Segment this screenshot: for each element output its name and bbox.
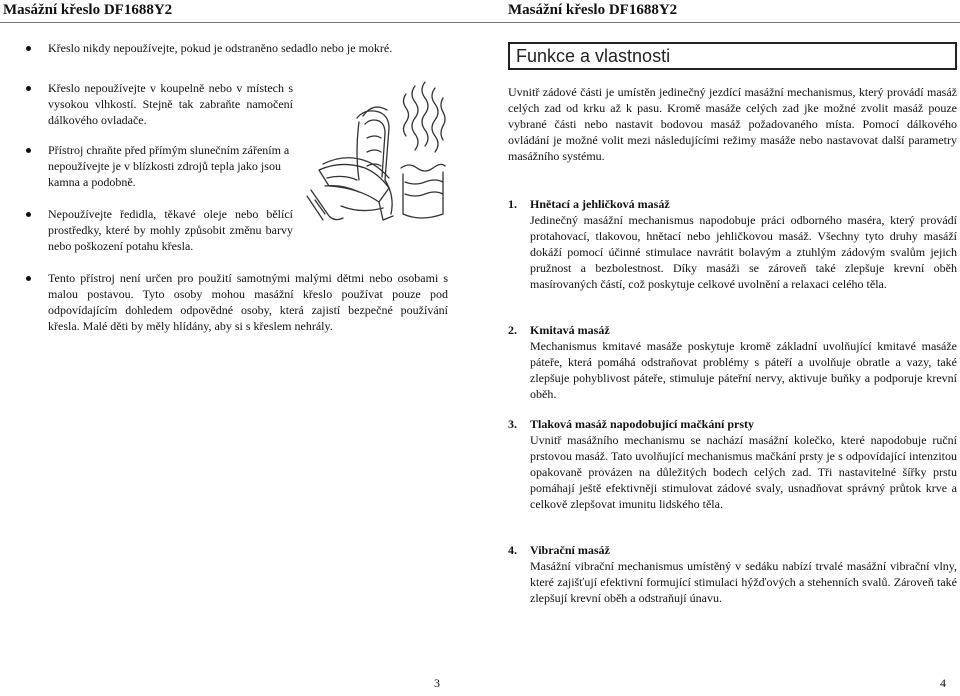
bullet-text: Přístroj chraňte před přímým slunečním zářením a nepoužívejte je v blízkosti zdrojů tepla jako jsou kamna a podobně. xyxy=(48,143,290,189)
page-number-left: 3 xyxy=(434,676,440,690)
right-page xyxy=(480,0,960,696)
page-number-right: 4 xyxy=(940,676,946,690)
bullet-text: Křeslo nikdy nepoužívejte, pokud je odstraněno sedadlo nebo je mokré. xyxy=(48,41,393,55)
bullet-dot-icon xyxy=(26,86,31,91)
feature-body: Uvnitř masážního mechanismu se nachází masážní kolečko, které napodobuje ruční prstovou masáž. Tato uvolňující mechanismus mačkání prsty je s odpovídající intenzitou opakovaně provázen na důležitých bodech celých zad. Tři nastavitelné šířky prstu pomáhají ještě efektivněji stimulovat zádové svaly, usnadňovat správný průtok krve a celkově zlepšovat imunitu lidského těla. xyxy=(530,433,957,511)
bullet-text: Křeslo nepoužívejte v koupelně nebo v místech s vysokou vlhkostí. Stejně tak zabraňte namočení dálkového ovladače. xyxy=(48,81,293,127)
bullet-dot-icon xyxy=(26,148,31,153)
left-page-header: Masážní křeslo DF1688Y2 xyxy=(3,2,173,18)
bullet-item xyxy=(48,40,458,56)
bullet-text: Nepoužívejte ředidla, těkavé oleje nebo bělící prostředky, které by mohly způsobit změnu barvy nebo poškození potahu křesla. xyxy=(48,207,293,253)
feature-heading xyxy=(508,196,957,212)
right-page-header: Masážní křeslo DF1688Y2 xyxy=(508,2,678,18)
feature-title: Hnětací a jehličková masáž xyxy=(530,197,670,211)
section-title: Funkce a vlastnosti xyxy=(516,45,671,66)
steaming-water-chair-illustration xyxy=(305,78,447,230)
feature-number: 1. xyxy=(508,197,517,211)
bullet-dot-icon xyxy=(26,46,31,51)
bullet-item xyxy=(48,80,293,128)
section-title-box xyxy=(508,42,957,70)
bullet-item xyxy=(48,206,293,254)
intro-paragraph: Uvnitř zádové části je umístěn jedinečný jezdící masážní mechanismus, který provádí masáž celých zad od krku až k pasu. Kromě masáže celých zad jke možné zvolit masáž pouze vybrané části nebo nastavit bodovou masáž požadovaného místa. Pomocí dálkového ovládání je možné volit mezi následujícími režimy masáže nebo nastavovat další parametry masážního systému. xyxy=(508,85,957,163)
feature-heading xyxy=(508,542,957,558)
feature-body: Mechanismus kmitavé masáže poskytuje kromě základní uvolňující kmitavé masáže páteře, která pomáhá odstraňovat problémy s páteří a uvolňuje obratle a vazy, také zlepšuje pohyblivost páteře, stimuluje páteřní nervy, aktivuje buňky a podporuje krevní oběh. xyxy=(530,339,957,401)
feature-body: Jedinečný masážní mechanismus napodobuje práci odborného maséra, který provádí protahovací, tlakovou, hnětací nebo jehličkovou masáž. Všechny tyto druhy masáží dokáží pomocí účinné stimulace navrátit bolavým a ztuhlým zádovým svalům jejich pružnost a bezbolestnost. Díky masáži se zároveň také zlepšuje krevní oběh masírovaných částí, což poskytuje celkové uvolnění a relaxaci celého těla. xyxy=(530,213,957,291)
bullet-dot-icon xyxy=(26,212,31,217)
bullet-item xyxy=(48,142,293,190)
feature-body: Masážní vibrační mechanismus umístěný v sedáku nabízí trvalé masážní vibrační vlny, které zajišťují efektivní formující stimulaci hýžďových a stehenních svalů. Zároveň také zlepšují krevní oběh a odstraňují únavu. xyxy=(530,559,957,605)
feature-heading xyxy=(508,416,957,432)
feature-number: 4. xyxy=(508,543,517,557)
feature-number: 3. xyxy=(508,417,517,431)
bullet-dot-icon xyxy=(26,276,31,281)
bullet-item xyxy=(48,270,448,334)
feature-title: Vibrační masáž xyxy=(530,543,610,557)
feature-title: Tlaková masáž napodobující mačkání prsty xyxy=(530,417,755,431)
feature-heading xyxy=(508,322,957,338)
feature-number: 2. xyxy=(508,323,517,337)
bullet-text: Tento přístroj není určen pro použití samotnými malými dětmi nebo osobami s malou postavou. Tyto osoby mohou masážní křeslo používat pouze pod odpovídajícím dohledem odpovědné osoby, která zajistí bezpečné používání křesla. Malé děti by měly hlídány, aby si s křeslem nehrály. xyxy=(48,271,448,333)
feature-title: Kmitavá masáž xyxy=(530,323,610,337)
